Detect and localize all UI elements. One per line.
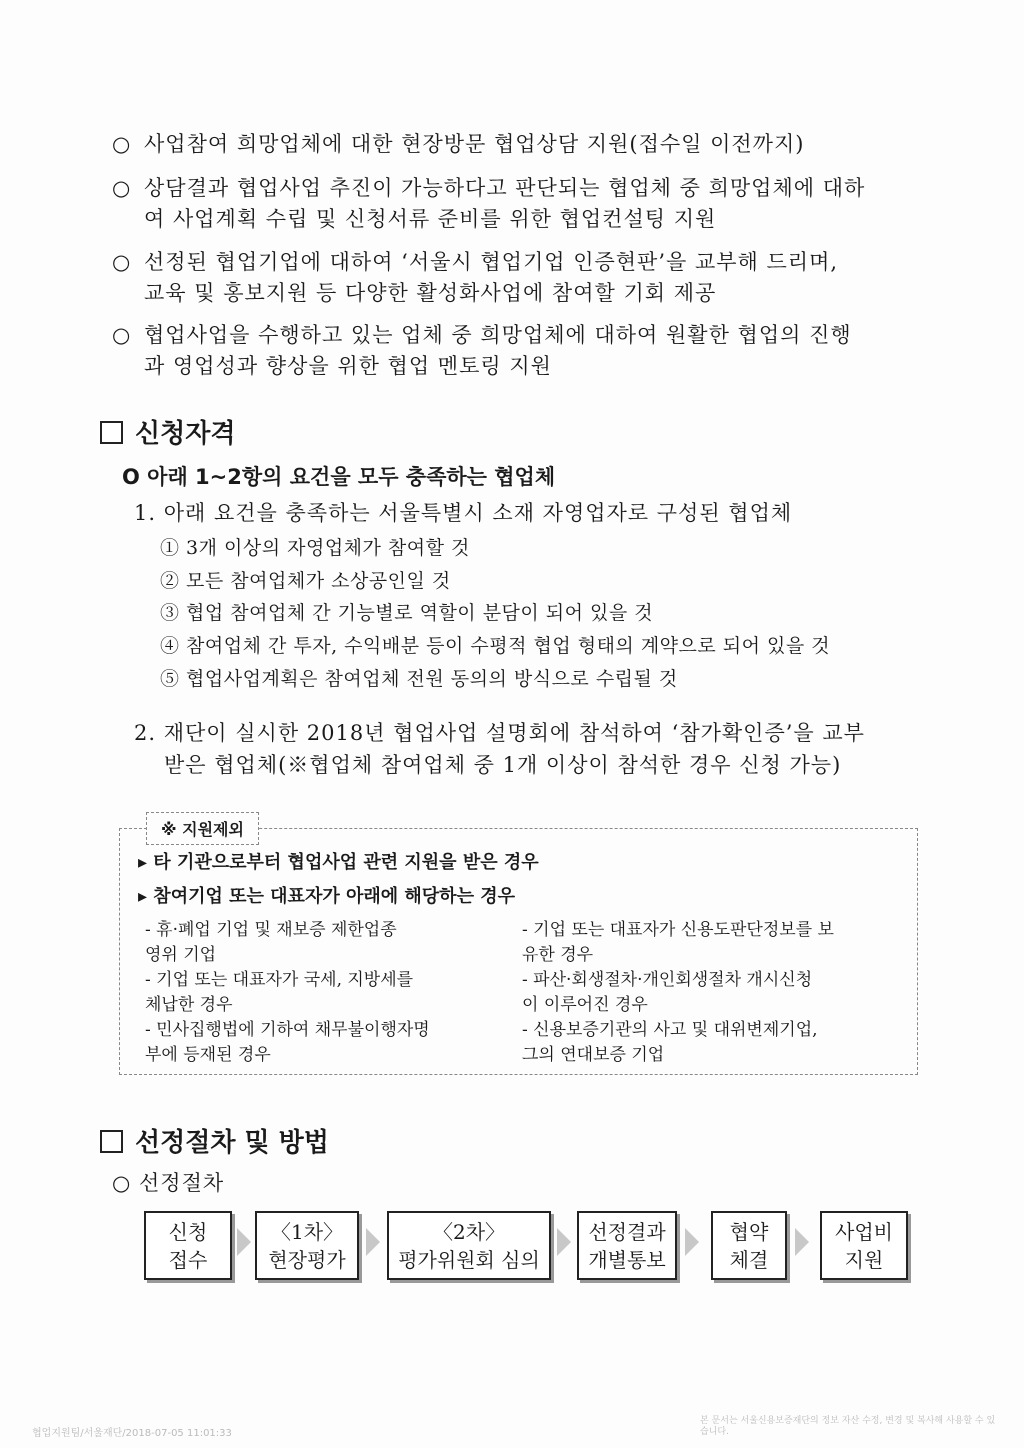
exclusion-item: - 파산·회생절차·개인회생절차 개시신청 이 이루어진 경우 <box>522 970 813 1015</box>
arrow-right-icon <box>366 1228 380 1256</box>
requirement-item: ④ 참여업체 간 투자, 수익배분 등이 수평적 협업 형태의 계약으로 되어 있을 것 <box>160 635 831 657</box>
flow-step-agreement: 협약 체결 <box>711 1211 787 1280</box>
bullet-1 <box>112 128 804 158</box>
requirement-item: ③ 협업 참여업체 간 기능별로 역할이 분담이 되어 있을 것 <box>160 602 654 624</box>
exclusion-label: ※ 지원제외 <box>146 812 259 845</box>
arrow-right-icon <box>795 1228 809 1256</box>
exclusion-head: ▸ 참여기업 또는 대표자가 아래에 해당하는 경우 <box>138 886 516 907</box>
flow-step-notify: 선정결과 개별통보 <box>577 1211 677 1280</box>
exclusion-item: - 휴·폐업 기업 및 재보증 제한업종 영위 기업 <box>145 920 397 965</box>
requirement-1-title: 1. 아래 요건을 충족하는 서울특별시 소재 자영업자로 구성된 협업체 <box>134 501 793 525</box>
section-heading-selection <box>100 1122 329 1159</box>
exclusion-item: - 신용보증기관의 사고 및 대위변제기업, 그의 연대보증 기업 <box>522 1020 818 1065</box>
checkbox-square-icon <box>100 1130 123 1153</box>
requirement-item: ① 3개 이상의 자영업체가 참여할 것 <box>160 537 470 559</box>
exclusion-right-column <box>522 918 912 1068</box>
exclusion-item: - 기업 또는 대표자가 신용도판단정보를 보 유한 경우 <box>522 920 834 965</box>
arrow-right-icon <box>557 1228 571 1256</box>
requirement-item: ⑤ 협업사업계획은 참여업체 전원 동의의 방식으로 수립될 것 <box>160 668 678 690</box>
bullet-symbol: ○ <box>112 250 132 274</box>
section-heading-eligibility <box>100 413 235 450</box>
bullet-text: 선정된 협업기업에 대하여 ‘서울시 협업기업 인증현판’을 교부해 드리며, <box>144 250 839 274</box>
bullet-2 <box>112 172 865 202</box>
requirement-2-title: 2. 재단이 실시한 2018년 협업사업 설명회에 참석하여 ‘참가확인증’을 교부 <box>134 721 865 745</box>
footer-right: 본 문서는 서울신용보증재단의 정보 자산 수정, 변경 및 복사해 사용할 수 있습니다. <box>700 1416 996 1437</box>
flow-step-first-eval: 〈1차〉 현장평가 <box>255 1211 359 1280</box>
bullet-3-cont: 교육 및 홍보지원 등 다양한 활성화사업에 참여할 기회 제공 <box>144 281 717 305</box>
section-title: 신청자격 <box>135 419 236 449</box>
exclusion-head: ▸ 타 기관으로부터 협업사업 관련 지원을 받은 경우 <box>138 852 539 873</box>
bullet-4 <box>112 319 852 349</box>
bullet-3 <box>112 246 838 276</box>
flow-step-funding: 사업비 지원 <box>820 1211 908 1280</box>
bullet-text: 사업참여 희망업체에 대한 현장방문 협업상담 지원(접수일 이전까지) <box>144 132 805 156</box>
bullet-symbol: ○ <box>112 132 132 156</box>
bullet-symbol: ○ <box>112 176 132 200</box>
bullet-symbol: ○ <box>112 323 132 347</box>
selection-sub: ○ 선정절차 <box>112 1171 225 1195</box>
eligibility-summary: O 아래 1~2항의 요건을 모두 충족하는 협업체 <box>122 465 556 489</box>
requirement-2-cont: 받은 협업체(※협업체 참여업체 중 1개 이상이 참석한 경우 신청 가능) <box>164 753 842 777</box>
bullet-text: 상담결과 협업사업 추진이 가능하다고 판단되는 협업체 중 희망업체에 대하 <box>144 176 866 200</box>
requirement-item: ② 모든 참여업체가 소상공인일 것 <box>160 570 451 592</box>
exclusion-item: - 기업 또는 대표자가 국세, 지방세를 체납한 경우 <box>145 970 414 1015</box>
arrow-right-icon <box>685 1228 699 1256</box>
arrow-right-icon <box>237 1228 251 1256</box>
exclusion-item: - 민사집행법에 기하여 채무불이행자명 부에 등재된 경우 <box>145 1020 430 1065</box>
bullet-text: 협업사업을 수행하고 있는 업체 중 희망업체에 대하여 원활한 협업의 진행 <box>144 323 852 347</box>
exclusion-left-column <box>145 918 515 1068</box>
footer-left: 협업지원팀/서울재단/2018-07-05 11:01:33 <box>32 1428 232 1439</box>
flow-step-apply: 신청 접수 <box>144 1211 232 1280</box>
bullet-4-cont: 과 영업성과 향상을 위한 협업 멘토링 지원 <box>144 354 552 378</box>
section-title: 선정절차 및 방법 <box>135 1128 329 1158</box>
checkbox-square-icon <box>100 421 123 444</box>
flow-step-second-eval: 〈2차〉 평가위원회 심의 <box>387 1211 551 1280</box>
bullet-2-cont: 여 사업계획 수립 및 신청서류 준비를 위한 협업컨설팅 지원 <box>144 207 717 231</box>
